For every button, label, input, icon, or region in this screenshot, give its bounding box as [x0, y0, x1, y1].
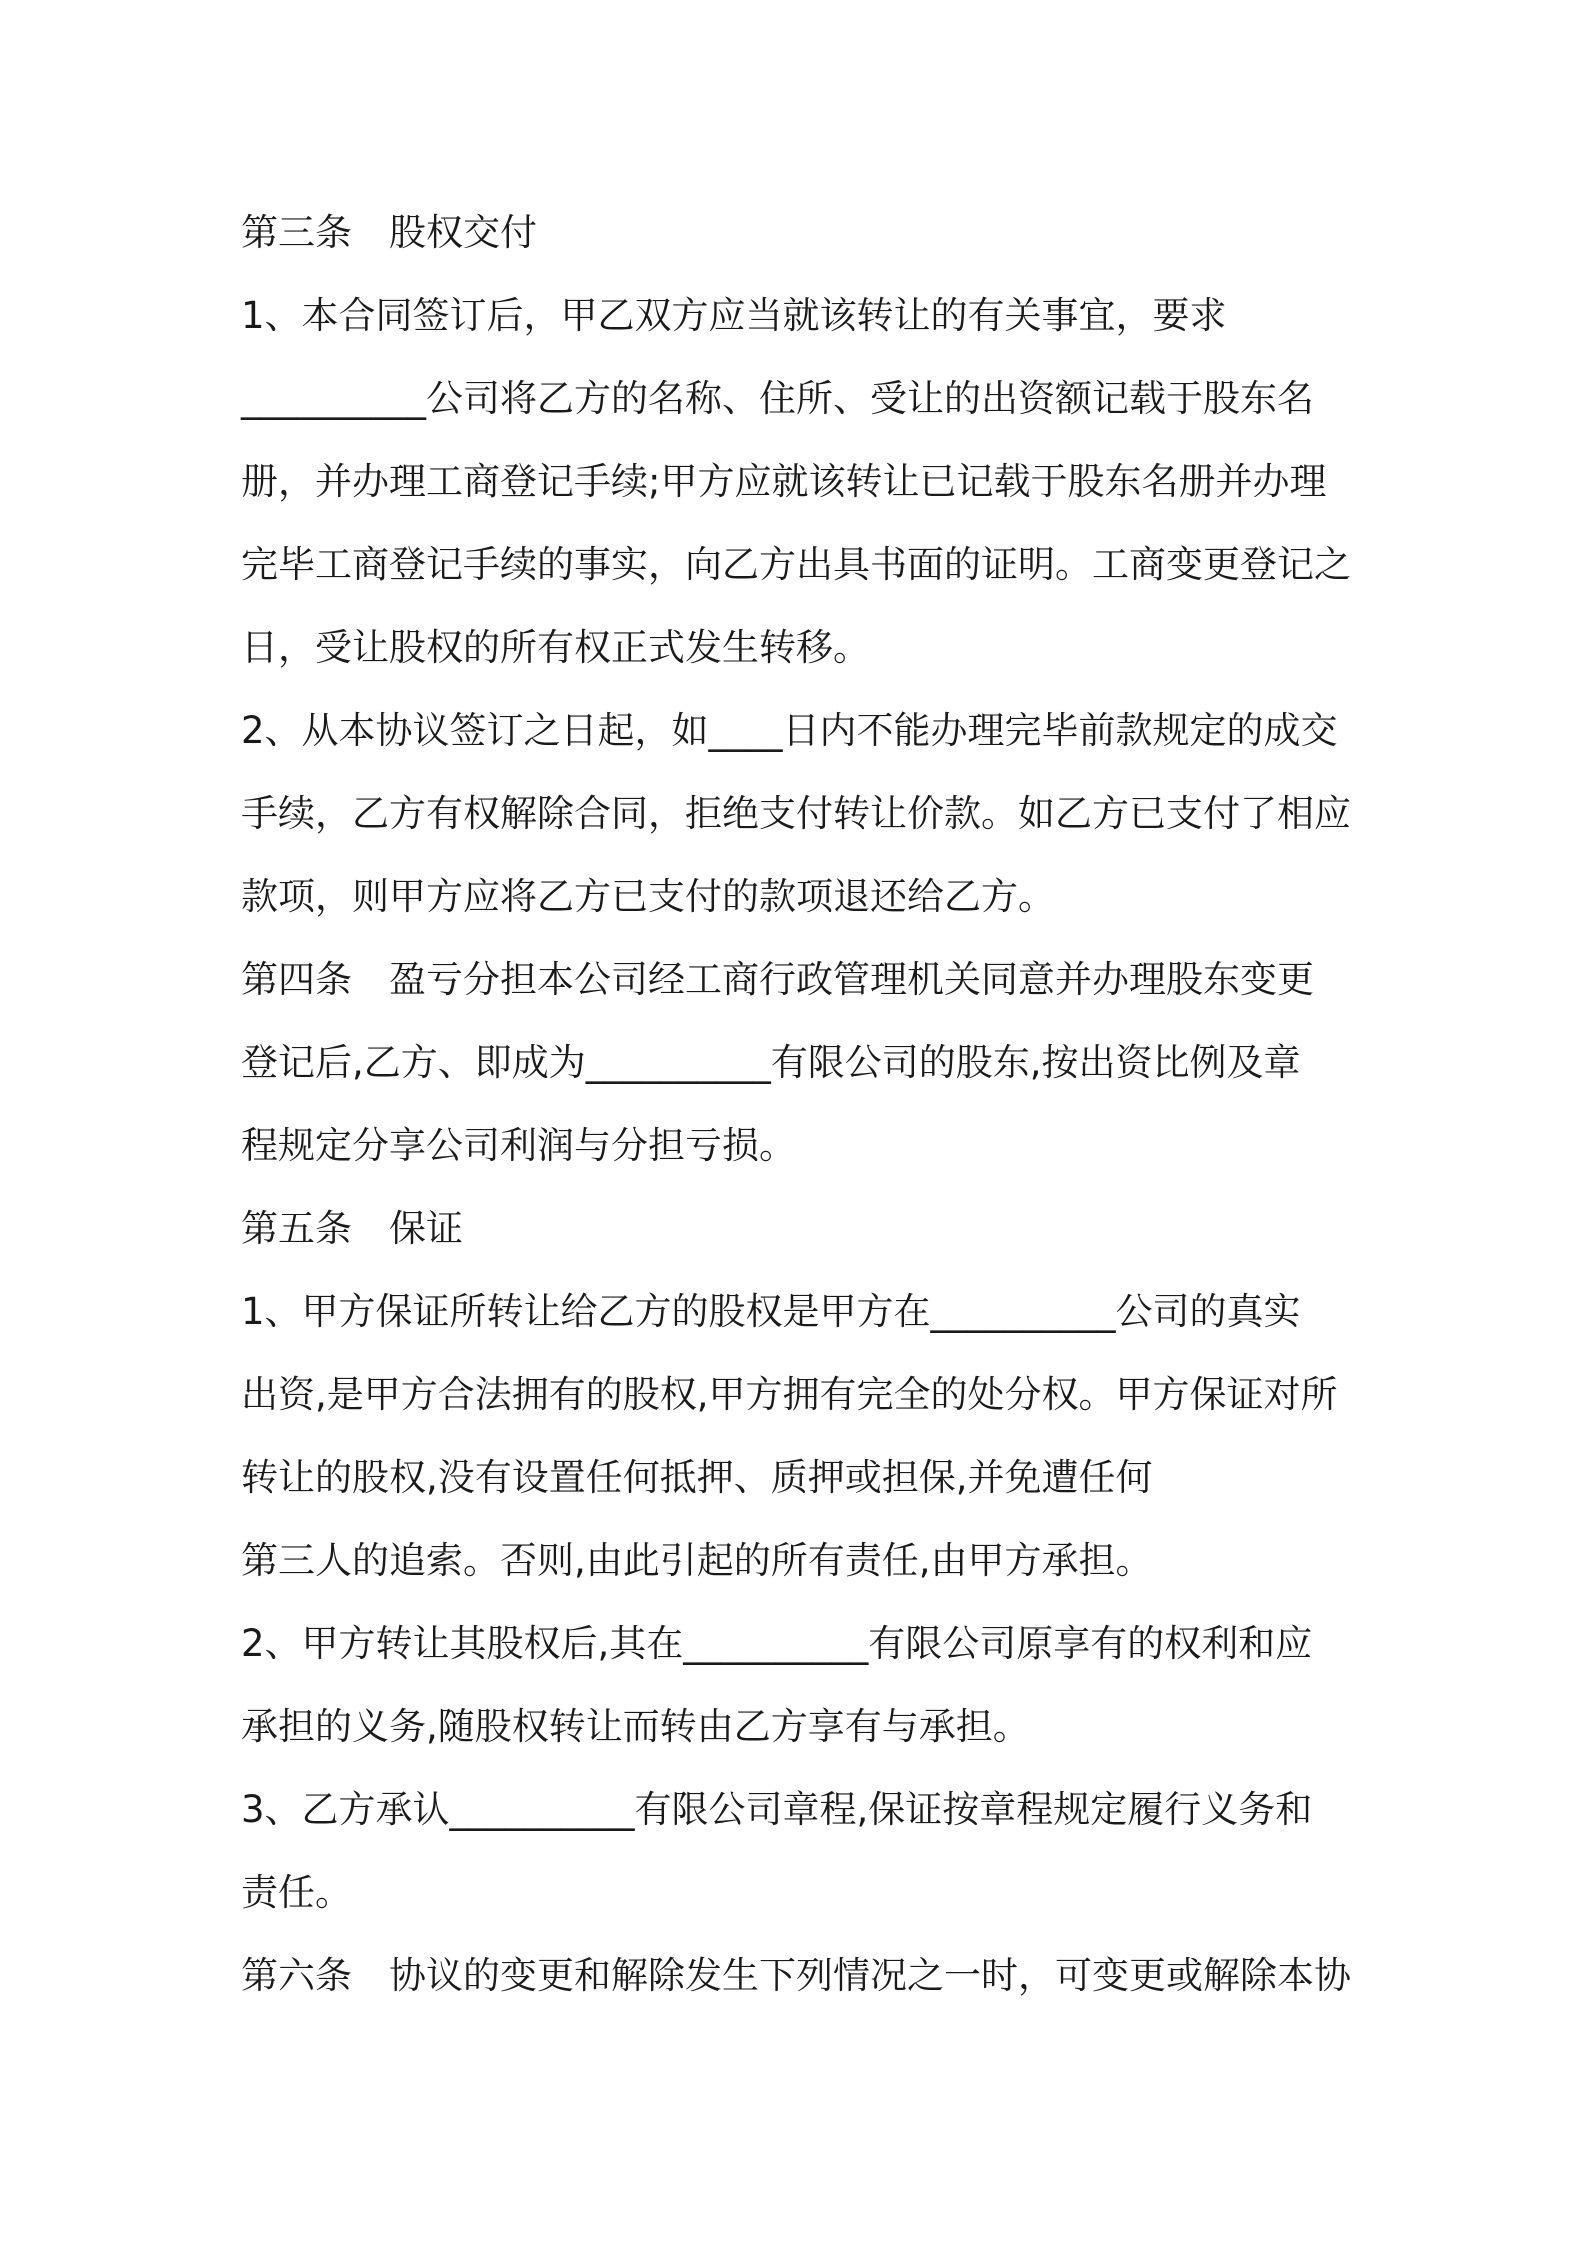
paragraph-line: 日，受让股权的所有权正式发生转移。 [241, 626, 870, 669]
paragraph-line: 手续，乙方有权解除合同，拒绝支付转让价款。如乙方已支付了相应 [241, 792, 1351, 835]
paragraph-line: 完毕工商登记手续的事实，向乙方出具书面的证明。工商变更登记之 [241, 543, 1351, 586]
paragraph-line: 第三人的追索。否则,由此引起的所有责任,由甲方承担。 [241, 1539, 1153, 1582]
paragraph-line: 程规定分享公司利润与分担亏损。 [241, 1124, 796, 1167]
paragraph-line: 转让的股权,没有设置任何抵押、质押或担保,并免遭任何 [241, 1456, 1153, 1499]
paragraph-line: 2、甲方转让其股权后,其在__________有限公司原享有的权利和应 [241, 1622, 1313, 1665]
paragraph-line: __________公司将乙方的名称、住所、受让的出资额记载于股东名 [241, 377, 1314, 420]
paragraph-line: 登记后,乙方、即成为__________有限公司的股东,按出资比例及章 [241, 1041, 1301, 1084]
paragraph-line: 册，并办理工商登记手续;甲方应就该转让已记载于股东名册并办理 [241, 460, 1327, 503]
heading-article-5: 第五条 保证 [241, 1207, 463, 1250]
paragraph-line: 3、乙方承认__________有限公司章程,保证按章程规定履行义务和 [241, 1788, 1313, 1831]
paragraph-line: 款项，则甲方应将乙方已支付的款项退还给乙方。 [241, 875, 1055, 918]
paragraph-line: 1、本合同签订后，甲乙双方应当就该转让的有关事宜，要求 [241, 294, 1227, 337]
paragraph-line: 出资,是甲方合法拥有的股权,甲方拥有完全的处分权。甲方保证对所 [241, 1373, 1338, 1416]
paragraph-line: 承担的义务,随股权转让而转由乙方享有与承担。 [241, 1705, 1030, 1748]
heading-article-3: 第三条 股权交付 [241, 211, 537, 254]
paragraph-line: 1、甲方保证所转让给乙方的股权是甲方在__________公司的真实 [241, 1290, 1301, 1333]
paragraph-line: 责任。 [241, 1871, 352, 1914]
heading-article-6: 第六条 协议的变更和解除发生下列情况之一时，可变更或解除本协 [241, 1954, 1351, 1997]
heading-article-4: 第四条 盈亏分担本公司经工商行政管理机关同意并办理股东变更 [241, 958, 1314, 1001]
paragraph-line: 2、从本协议签订之日起，如____日内不能办理完毕前款规定的成交 [241, 709, 1338, 752]
